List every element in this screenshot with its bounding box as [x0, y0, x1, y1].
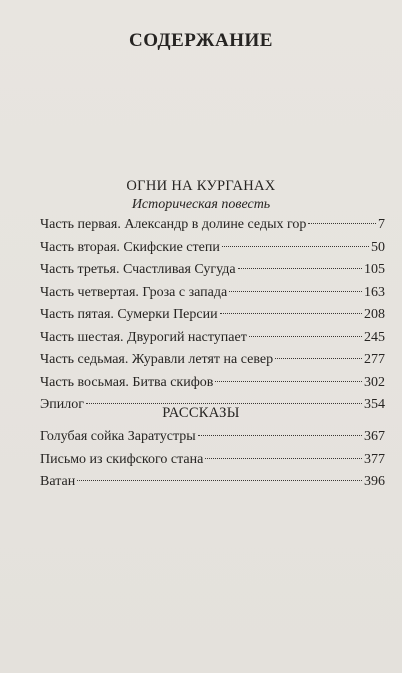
- toc-entry-page: 302: [364, 374, 385, 390]
- dot-leader: [308, 223, 376, 224]
- dot-leader: [220, 313, 362, 314]
- toc-entry-label: Часть шестая. Двурогий наступает: [40, 329, 247, 345]
- dot-leader: [229, 291, 362, 292]
- toc-entry-page: 7: [378, 217, 385, 232]
- toc-entry-page: 396: [364, 474, 385, 489]
- toc-entry-label: Часть третья. Счастливая Сугуда: [40, 262, 236, 277]
- dot-leader: [86, 403, 362, 404]
- toc-entry: [40, 471, 385, 494]
- toc-entry-page: 208: [364, 307, 385, 322]
- toc-entry: [40, 349, 385, 372]
- toc-entry-page: 245: [364, 329, 385, 345]
- toc-entry: [40, 214, 385, 237]
- toc-entry: [40, 304, 385, 327]
- toc-entry: [40, 259, 385, 282]
- toc-entry-label: Письмо из скифского стана: [40, 451, 204, 467]
- dot-leader: [222, 246, 369, 247]
- page-title: СОДЕРЖАНИЕ: [129, 30, 273, 51]
- toc-entry-label: Ватан: [40, 474, 76, 489]
- toc-list-stories: [40, 426, 385, 494]
- toc-entry: [40, 237, 385, 260]
- dot-leader: [205, 458, 362, 459]
- toc-entry-page: 354: [364, 397, 385, 412]
- dot-leader: [249, 336, 362, 337]
- dot-leader: [275, 358, 362, 359]
- toc-entry-page: 377: [364, 451, 385, 467]
- dot-leader: [238, 268, 362, 269]
- toc-entry-label: Часть седьмая. Журавли летят на север: [40, 352, 274, 367]
- toc-entry: [40, 372, 385, 395]
- toc-entry-page: 105: [364, 262, 385, 277]
- dot-leader: [215, 381, 362, 382]
- toc-entry-page: 163: [364, 284, 385, 300]
- toc-entry-label: Часть первая. Александр в долине седых гор: [40, 217, 307, 232]
- toc-entry-label: Эпилог: [40, 397, 84, 412]
- toc-entry-page: 50: [371, 239, 385, 255]
- toc-entry: [40, 282, 385, 305]
- toc-entry-page: 367: [364, 429, 385, 444]
- toc-entry-label: Часть пятая. Сумерки Персии: [40, 307, 218, 322]
- section-title-novel: ОГНИ НА КУРГАНАХ: [126, 178, 276, 194]
- toc-entry-label: Часть четвертая. Гроза с запада: [40, 284, 228, 300]
- toc-entry: [40, 327, 385, 350]
- toc-entry: [40, 449, 385, 472]
- section-subtitle-novel: Историческая повесть: [131, 197, 271, 212]
- toc-entry-label: Часть вторая. Скифские степи: [40, 239, 220, 255]
- toc-entry-label: Голубая сойка Заратустры: [40, 429, 196, 444]
- toc-entry: [40, 426, 385, 449]
- toc-list-novel: [40, 214, 385, 417]
- toc-entry-page: 277: [364, 352, 385, 367]
- dot-leader: [77, 480, 362, 481]
- toc-entry-label: Часть восьмая. Битва скифов: [40, 374, 214, 390]
- section-title-stories: РАССКАЗЫ: [162, 405, 240, 421]
- dot-leader: [198, 435, 362, 436]
